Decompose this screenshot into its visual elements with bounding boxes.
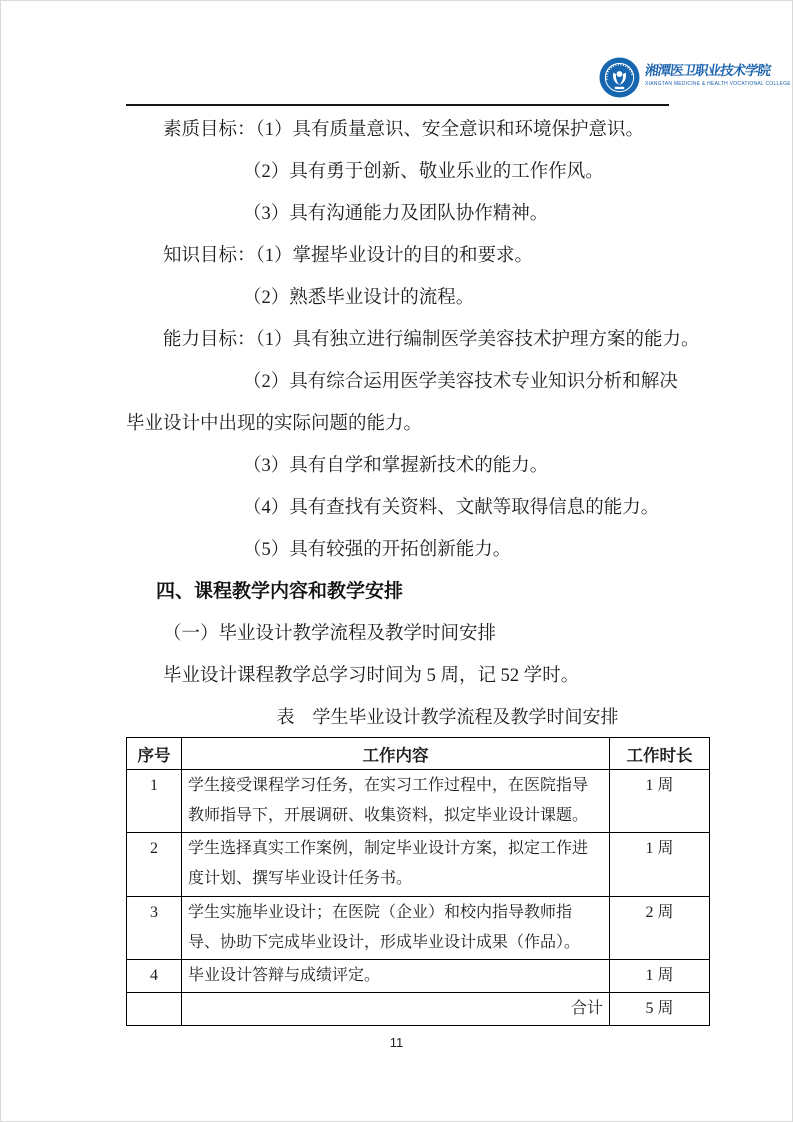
paragraph-line: （3）具有沟通能力及团队协作精神。 <box>243 204 549 224</box>
total-duration: 5 周 <box>610 993 710 1026</box>
row-duration-cell: 1 周 <box>610 770 710 833</box>
row-content-cell: 毕业设计答辩与成绩评定。 <box>182 960 610 993</box>
paragraph-line: 能力目标：（1）具有独立进行编制医学美容技术护理方案的能力。 <box>163 330 700 350</box>
header-divider <box>126 104 669 106</box>
paragraph-line: （5）具有较强的开拓创新能力。 <box>243 540 512 560</box>
row-number-cell: 3 <box>127 897 182 960</box>
paragraph-line: （3）具有自学和掌握新技术的能力。 <box>243 456 549 476</box>
college-name-en: XIANGTAN MEDICINE & HEALTH VOCATIONAL COLLEGE <box>645 81 791 87</box>
paragraph-line: （2）熟悉毕业设计的流程。 <box>243 288 475 308</box>
document-body <box>126 109 700 1026</box>
college-name-cn: 湘潭医卫职业技术学院 <box>644 63 772 78</box>
row-content-cell: 学生选择真实工作案例，制定毕业设计方案，拟定工作进度计划、撰写毕业设计任务书。 <box>182 833 610 897</box>
table-caption: 表 学生毕业设计教学流程及教学时间安排 <box>276 707 619 727</box>
college-emblem-icon <box>599 57 640 98</box>
intro-paragraph: 毕业设计课程教学总学习时间为 5 周，记 52 学时。 <box>163 666 580 686</box>
table-header-row <box>127 738 710 770</box>
college-logo <box>599 57 791 98</box>
paragraph-line: 毕业设计中出现的实际问题的能力。 <box>126 414 423 434</box>
table-row <box>127 960 710 993</box>
row-duration-cell: 2 周 <box>610 897 710 960</box>
page-number: 11 <box>389 1035 404 1050</box>
section-heading: 四、课程教学内容和教学安排 <box>156 581 404 602</box>
empty-cell <box>127 993 182 1026</box>
table-total-row <box>127 993 710 1026</box>
table-row <box>127 833 710 897</box>
row-duration-cell: 1 周 <box>610 960 710 993</box>
paragraph-line: （4）具有查找有关资料、文献等取得信息的能力。 <box>243 498 660 518</box>
table-row <box>127 770 710 833</box>
paragraph-line: （2）具有勇于创新、敬业乐业的工作作风。 <box>243 162 604 182</box>
paragraph-line: （2）具有综合运用医学美容技术专业知识分析和解决 <box>243 372 678 392</box>
col-header-content: 工作内容 <box>182 738 610 770</box>
row-content-cell: 学生接受课程学习任务，在实习工作过程中，在医院指导教师指导下，开展调研、收集资料，拟定毕业设计课题。 <box>182 770 610 833</box>
table-row <box>127 897 710 960</box>
total-label: 合计 <box>182 993 610 1026</box>
schedule-table <box>126 737 710 1026</box>
row-duration-cell: 1 周 <box>610 833 710 897</box>
subsection-heading: （一）毕业设计教学流程及教学时间安排 <box>163 624 497 644</box>
col-header-duration: 工作时长 <box>610 738 710 770</box>
row-number-cell: 4 <box>127 960 182 993</box>
row-number-cell: 1 <box>127 770 182 833</box>
paragraph-line: 素质目标：（1）具有质量意识、安全意识和环境保护意识。 <box>163 120 645 140</box>
row-content-cell: 学生实施毕业设计；在医院（企业）和校内指导教师指导、协助下完成毕业设计，形成毕业设计成果（作品）。 <box>182 897 610 960</box>
college-logo-text <box>645 57 791 87</box>
col-header-no: 序号 <box>127 738 182 770</box>
paragraph-line: 知识目标：（1）掌握毕业设计的目的和要求。 <box>163 246 534 266</box>
row-number-cell: 2 <box>127 833 182 897</box>
